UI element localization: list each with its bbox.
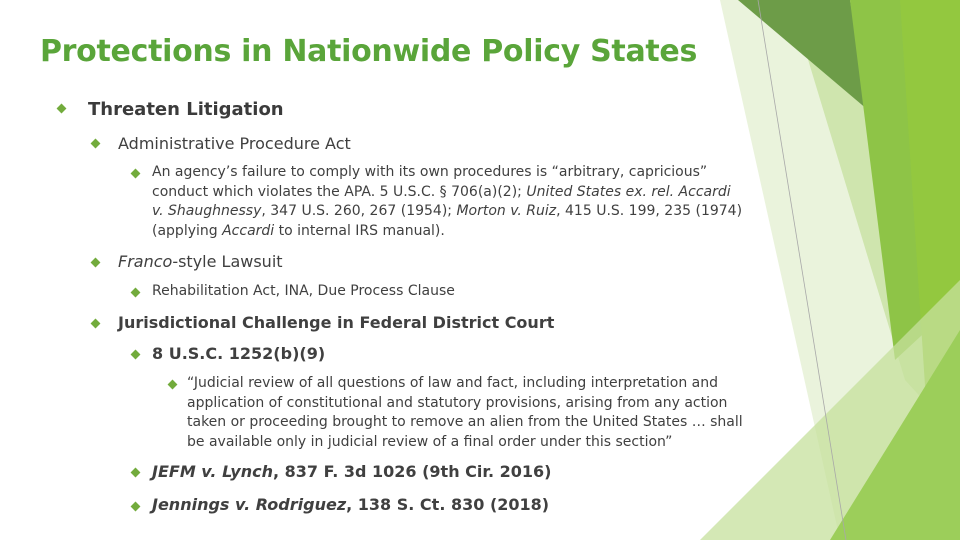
jefm-case-name: JEFM v. Lynch [152,462,273,481]
jennings-case-name: Jennings v. Rodriguez [152,495,347,514]
jefm-citation-rest: , 837 F. 3d 1026 (9th Cir. 2016) [273,462,552,481]
statute-quote-paragraph [187,374,743,452]
jennings-citation-rest: , 138 S. Ct. 830 (2018) [346,495,550,514]
apa-detail-line: v. Shaughnessy, 347 U.S. 260, 267 (1954); Morton v. Ruiz, 415 U.S. 199, 235 (1974) [152,203,743,219]
apa-heading: Administrative Procedure Act [118,134,351,153]
statute-citation: 8 U.S.C. 1252(b)(9) [152,344,326,363]
statute-quote-line: “Judicial review of all questions of law and fact, including interpretation and [187,375,718,391]
statute-quote-line: taken or proceeding brought to remove an alien from the United States … shall [187,414,743,430]
jefm-citation [152,462,551,481]
threaten-litigation-heading: Threaten Litigation [88,99,284,120]
statute-quote-line: application of constitutional and statutory provisions, arising from any action [187,394,728,411]
jurisdiction-heading: Jurisdictional Challenge in Federal District Court [118,313,555,332]
apa-detail-line: conduct which violates the APA. 5 U.S.C. § 706(a)(2); United States ex. rel. Accardi [152,183,731,200]
apa-detail-line: (applying Accardi to internal IRS manual). [152,222,445,239]
jennings-citation [152,495,549,514]
statute-quote-line: be available only in judicial review of a final order under this section” [187,433,673,450]
franco-heading-rest: -style Lawsuit [172,252,283,271]
apa-detail-line: An agency’s failure to comply with its own procedures is “arbitrary, capricious” [152,164,708,180]
slide-title: Protections in Nationwide Policy States [40,34,698,69]
apa-detail-paragraph [152,163,742,241]
franco-heading [118,252,283,271]
franco-detail: Rehabilitation Act, INA, Due Process Clause [152,283,455,299]
franco-heading-italic: Franco [118,252,173,271]
